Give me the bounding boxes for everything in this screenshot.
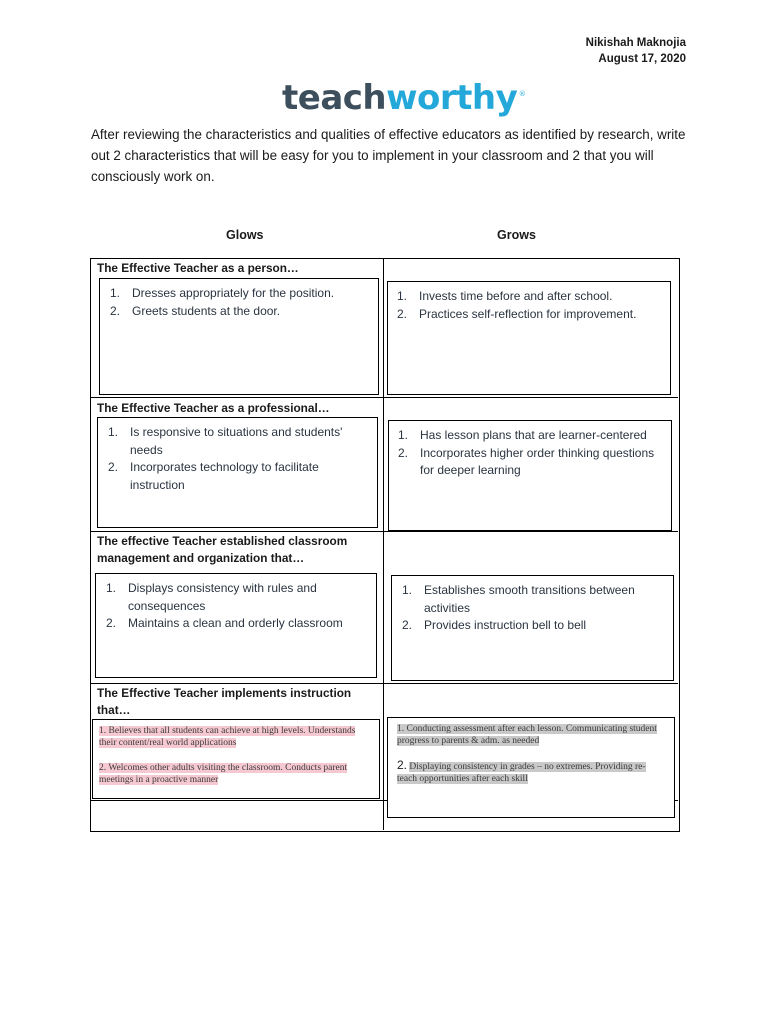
grows-item-2-number: 2. xyxy=(397,758,408,772)
glows-box-professional[interactable] xyxy=(97,417,378,528)
list-item: 1. Dresses appropriately for the position. xyxy=(110,286,335,300)
section-label-person: The Effective Teacher as a person… xyxy=(97,261,299,275)
column-header-glows: Glows xyxy=(226,228,264,242)
grows-item-1: 1. Conducting assessment after each lesson. Communicating student progress to parents & adm. as needed xyxy=(397,724,657,746)
list-item: 2. Greets students at the door. xyxy=(110,303,281,318)
teachworthy-logo xyxy=(282,78,526,118)
glows-item-2: 2. Welcomes other adults visiting the classroom. Conducts parent meetings in a proactive manner xyxy=(99,763,348,785)
list-item: 2. Provides instruction bell to bell xyxy=(402,618,587,632)
glows-box-management[interactable] xyxy=(95,573,377,678)
section-label-management: The effective Teacher established classroom management and organization that… xyxy=(97,534,348,565)
author-block xyxy=(586,35,686,67)
list-item: 1. Displays consistency with rules and consequences xyxy=(106,581,317,613)
table-row-divider xyxy=(90,531,678,532)
grows-box-instruction[interactable] xyxy=(387,717,675,818)
list-item: 2. Practices self-reflection for improvement. xyxy=(397,306,637,321)
instructions-paragraph: After reviewing the characteristics and qualities of effective educators as identified by research, write out 2 characteristics that will be easy for you to implement in your classroom and 2 that you will consciously work on. xyxy=(91,127,686,184)
list-item: 1. Establishes smooth transitions between activities xyxy=(402,583,635,615)
list-item: 1. Has lesson plans that are learner-centered xyxy=(398,428,647,442)
list-item: 2. Incorporates higher order thinking questions for deeper learning xyxy=(398,445,655,477)
grows-item-2: Displaying consistency in grades – no extremes. Providing re-teach opportunities after each skill xyxy=(397,762,646,784)
list-item: 2. Incorporates technology to facilitate instruction xyxy=(108,460,319,492)
grows-box-professional[interactable] xyxy=(388,420,672,531)
logo-part-worthy: worthy xyxy=(386,78,518,118)
section-label-instruction: The Effective Teacher implements instruction that… xyxy=(97,686,352,717)
section-label-professional: The Effective Teacher as a professional… xyxy=(97,401,330,415)
list-item: 1. Invests time before and after school. xyxy=(397,289,613,303)
list-item: 2. Maintains a clean and orderly classroom xyxy=(106,616,343,630)
column-header-grows: Grows xyxy=(497,228,536,242)
grows-box-management[interactable] xyxy=(391,575,674,681)
glows-box-instruction[interactable] xyxy=(92,719,380,799)
grows-box-person[interactable] xyxy=(387,281,671,395)
logo-part-teach: teach xyxy=(282,78,387,118)
author-name: Nikishah Maknojia xyxy=(585,37,686,49)
table-row-divider xyxy=(90,683,678,684)
table-row-divider xyxy=(90,397,678,398)
logo-trademark: ® xyxy=(518,90,526,98)
glows-item-1: 1. Believes that all students can achieve at high levels. Understands their content/real world applications xyxy=(99,726,356,748)
document-date: August 17, 2020 xyxy=(598,53,686,65)
list-item: 1. Is responsive to situations and students' needs xyxy=(108,425,343,457)
table-column-divider xyxy=(383,258,384,830)
glows-box-person[interactable] xyxy=(99,278,379,395)
